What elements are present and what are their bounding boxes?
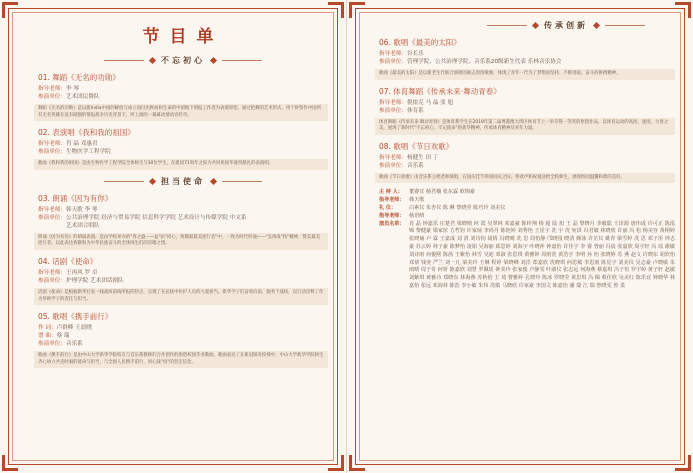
meta-key: 参演单位： bbox=[379, 59, 407, 65]
corner-ornament bbox=[349, 455, 365, 471]
meta-key: 谱 曲： bbox=[38, 333, 57, 340]
item-meta bbox=[379, 154, 675, 162]
diamond-icon bbox=[593, 22, 600, 29]
item-meta bbox=[38, 222, 328, 230]
item-title: 08. 歌唱《节日欢歌》 bbox=[379, 141, 454, 151]
meta-key: 指导老师： bbox=[379, 154, 407, 161]
meta-value: 肖 晶 邓惠君 bbox=[65, 141, 98, 148]
item-description: 朗诵《因为有你》的朗诵表演，是由学校举办的"春之盛——益"抗"同心，致敬最最美逆行者"中，一致为时代所涌——"弘扬战"疫"精神，赞美最美逆行者。以此表达致敬和为中华民族奋斗的全体师生们的崇敬之情。 bbox=[34, 233, 328, 250]
section-title: 传承创新 bbox=[544, 21, 588, 30]
program-item bbox=[38, 311, 328, 368]
meta-value: 蔡 瑞 bbox=[56, 333, 70, 340]
item-meta bbox=[38, 332, 328, 340]
diamond-icon bbox=[210, 57, 217, 64]
section-heading bbox=[38, 55, 328, 66]
item-description: 舞蹈《无名的功勋》是以新India中国的解放与成立而付出鲜血和生命的中国地下情报工作者为表演原型。通过把舞的艺术形式，用于拼祭作中国所有无名英雄在没有硝烟的情报战争历史背景下，所上演的一幕幕动情动容传奇。 bbox=[34, 104, 328, 121]
meta-key: 指导老师： bbox=[379, 99, 407, 106]
item-title: 06. 歌唱《最美的太阳》 bbox=[379, 38, 461, 47]
item-description: 歌曲《节日欢歌》由音乐系主唱老师演唱，在国庆佳节举国同庆之际，将欢声和祝福送给全校师生，展现校园温馨和谐的美好。 bbox=[375, 173, 675, 184]
item-meta bbox=[38, 140, 328, 148]
item-meta bbox=[38, 148, 328, 156]
corner-ornament bbox=[328, 455, 344, 471]
diamond-icon bbox=[149, 57, 156, 64]
right-page bbox=[347, 0, 693, 473]
item-meta bbox=[38, 93, 328, 101]
item-meta bbox=[38, 214, 328, 222]
meta-value: 音乐系 bbox=[406, 162, 424, 169]
item-meta bbox=[379, 99, 675, 107]
meta-key: 指导老师： bbox=[38, 206, 66, 213]
section-title: 担当使命 bbox=[161, 176, 205, 186]
item-description: 体育舞蹈《传承未来·舞动青春》是体育系学生在2019年第二届粤港澳大湾区体育节上一举夺得一等奖的原创作品，以体育运动的高度、速度、力度之美，展现了新时代"不忘初心、牢记使命"的新华精神，传承体育精神及青年力量。 bbox=[375, 118, 675, 135]
meta-key: 指导老师： bbox=[38, 141, 66, 148]
section-title: 不忘初心 bbox=[161, 56, 205, 65]
corner-ornament bbox=[328, 2, 344, 18]
item-meta bbox=[379, 50, 675, 58]
meta-key: 参演单位： bbox=[38, 214, 66, 221]
meta-key: 参演单位： bbox=[379, 107, 407, 114]
meta-key: 参演单位： bbox=[38, 94, 66, 100]
credit-row bbox=[379, 197, 675, 205]
meta-value: 谷长乐 bbox=[406, 51, 424, 57]
divider bbox=[104, 60, 144, 61]
credit-row bbox=[379, 213, 675, 221]
credit-role: 指导老师： bbox=[379, 212, 405, 219]
divider bbox=[605, 25, 645, 26]
meta-value: 杨健生 田 丁 bbox=[406, 154, 439, 161]
meta-value: 韩天歌 李 琴 bbox=[65, 206, 98, 213]
item-title: 03. 朗诵《因为有你》 bbox=[38, 193, 113, 203]
program-item bbox=[379, 86, 675, 135]
item-meta bbox=[38, 85, 328, 93]
corner-ornament bbox=[675, 455, 691, 471]
item-description: 歌曲《我和我的祖国》是由生物医学工程学院全体师生与30位学生，在建国71周年之际为共同祖国华诞所献礼的表演唱。 bbox=[34, 159, 328, 170]
meta-value: 生物医学工程学院 bbox=[65, 149, 111, 156]
credit-role: 主 持 人： bbox=[379, 189, 403, 196]
section-heading bbox=[379, 20, 645, 31]
program-item bbox=[38, 127, 328, 170]
meta-value: 音乐系 bbox=[65, 341, 83, 348]
diamond-icon bbox=[210, 178, 217, 185]
item-title: 07. 体育舞蹈《传承未来·舞动青春》 bbox=[379, 86, 501, 96]
credit-role: 指导老师： bbox=[379, 197, 405, 204]
meta-key: 指导老师： bbox=[38, 269, 66, 276]
credit-row bbox=[379, 205, 675, 213]
item-title: 05. 歌唱《携手前行》 bbox=[38, 312, 113, 322]
item-meta bbox=[379, 58, 675, 66]
item-meta bbox=[38, 324, 328, 332]
corner-ornament bbox=[2, 455, 18, 471]
meta-value: 艺术团合唱队 bbox=[66, 222, 100, 229]
credit-names: 白素仪 朱杏仪 陈 琳 黎晓莹 陈巧玲 刘美仪 bbox=[409, 204, 506, 211]
meta-key: 参演单位： bbox=[38, 277, 66, 284]
item-title: 04. 话剧《使命》 bbox=[38, 256, 98, 266]
meta-key: 参演单位： bbox=[379, 162, 407, 169]
meta-key: 指导老师： bbox=[38, 86, 66, 92]
divider bbox=[222, 181, 262, 182]
credit-row bbox=[379, 189, 675, 197]
program-title: 节目单 bbox=[142, 27, 224, 47]
item-description: 话剧《使命》是根据新华社发一线战疫前线所报的热点，呈现了在抗疫中医护人员的大爱担当。新华学子们奋勇向前，服务于战疫，以行动诠释了作为华师学子的责任与担当。 bbox=[34, 288, 328, 305]
credits-list bbox=[379, 189, 675, 290]
meta-key: 指导老师： bbox=[379, 51, 407, 57]
item-meta bbox=[38, 277, 328, 285]
item-meta bbox=[379, 162, 675, 170]
meta-value: 卢群峰 王晨晓 bbox=[56, 325, 92, 332]
meta-value: 倪依克 马 晶 张 旭 bbox=[406, 99, 454, 106]
meta-key: 参演单位： bbox=[38, 341, 66, 348]
item-title: 01. 舞蹈《无名的功勋》 bbox=[38, 73, 120, 82]
diamond-icon bbox=[532, 22, 539, 29]
item-meta bbox=[379, 107, 675, 115]
corner-ornament bbox=[349, 2, 365, 18]
program-item bbox=[38, 72, 328, 121]
credit-names: 韩天歌 bbox=[409, 197, 425, 204]
program-item bbox=[379, 141, 675, 184]
program-item bbox=[38, 256, 328, 305]
item-title: 02. 表演唱《我和我的祖国》 bbox=[38, 128, 135, 138]
meta-value: 王再风 罗 卓 bbox=[65, 269, 98, 276]
section-heading bbox=[38, 176, 328, 187]
program-item bbox=[379, 37, 675, 80]
divider bbox=[487, 25, 527, 26]
item-meta bbox=[38, 269, 328, 277]
corner-ornament bbox=[2, 2, 18, 18]
item-meta bbox=[38, 340, 328, 348]
meta-key: 参演单位： bbox=[38, 149, 66, 156]
meta-value: 艺术团民舞队 bbox=[65, 94, 100, 100]
divider bbox=[222, 60, 262, 61]
meta-value: 李 琴 bbox=[65, 86, 79, 92]
diamond-icon bbox=[149, 178, 156, 185]
item-meta bbox=[38, 206, 328, 214]
left-content bbox=[38, 22, 328, 459]
item-description: 歌曲《携手前行》是由中山大学新华学院校友与音乐系教师们合作创作的原创校园毕业歌曲，歌曲表达了在新冠肺炎疫情中，中山大学新华学院师生齐心协力共克时艰的使命与担当，与全国人民携手前行，同心战"疫"的坚定信念。 bbox=[34, 351, 328, 368]
meta-key: 作 词： bbox=[38, 325, 57, 332]
cast-row bbox=[379, 221, 675, 291]
credit-role: 礼 仪： bbox=[379, 204, 397, 211]
right-content bbox=[379, 20, 675, 459]
meta-value: 管理学院、公共治理学院、音乐系20级新生代表 乐林音乐协会 bbox=[406, 59, 562, 65]
divider bbox=[104, 181, 144, 182]
meta-value: 公共治理学院 经济与贸易学院 信息科学学院 艺术设计与传媒学院 中文系 bbox=[65, 214, 247, 221]
credit-names: 杨语晴 bbox=[409, 212, 425, 219]
program-item bbox=[38, 193, 328, 250]
cast-names: 肖 晶 钟嘉乐 庄楚君 梁晓晴 何 霞 吴翠林 邓嘉豪 陈梓翔 杨 超 陆 旭 王 晶 黎晓月 李毅聪 王泽源 唐伟成 许可正 陈泓锦 黎健豪 梁家炫 方哲钧 许家灿 李尚丹 陈艳婷 刘秀艳 王星宇 冼 宇 冼 宛淇 冯君敏 林晓欣 许丽 冯 松 杨美容 黄栩婷 张晓瑜 卢 霖 王嘉成 刘 清 刘诗钧 胡倩 冯晓晴 冼 思 周怡静 邝晓园 晓清 颜泳 许芷仪 姚青 梁雪婷 冼 思 邓子彤 钟志豪 苏云婷 林子豪 陈梦怡 凌娟 吴海丽 邱思婷 刘海宇 叶晓萍 钟嘉怡 许佳宇 李 睿 曾丽 冯晨 张嘉欣 周宇轩 冯 瑶 谢敏 刘诗雨 何俊熙 陈茜 王紫怡 林雪 吴迪 邓淑 张思琪 黄雅婷 周雨萱 黄浩宇 李明 孙 怡 张晓婷 苏 燕 赵文 许晓东 胡欣怡 邓倩 钱奕 严兰 刘一凡 梁美玲 王琳 程婷 梁晓峰 刘洋 郑嘉欣 冼晓琪 何思敏 李思雨 陈星宇 刘美仪 吴志豪 卢晓敏 朱雨晴 周子奇 何妍 陈嘉欣 刘慧 罗佩瑶 钟美玲 张家俊 卢静雯 叶淑仪 张志远 何海燕 蔡嘉琪 冯子恒 罗宇婷 黄子轩 赵敏 刘紫琪 黄雅诗 郑晓东 林海燕 苏秋怡 王 琦 曹雅婷 孔晓玲 陈冰 罗晓莹 黄思琪 冯 佩 蔡佳欣 吴美红 陈乐宜 钟晓华 林嘉怡 张远 邓海林 陈浩 李小敏 朱伟 冼敏 马晓欣 许家豪 李国文 陈嘉怡 潘 瑞 江 瑞 曾晓雯 曾 柔 bbox=[409, 220, 675, 289]
cast-heading: 演员名单： bbox=[379, 220, 405, 227]
meta-value: 护理学院 艺术团话剧队 bbox=[65, 277, 124, 284]
left-page bbox=[0, 0, 346, 473]
credit-names: 董睿宜 杨君楠 张东霖 欧锦豪 bbox=[409, 189, 475, 196]
corner-ornament bbox=[675, 2, 691, 18]
meta-value: 体育系 bbox=[406, 107, 424, 114]
item-description: 歌曲《最美的太阳》是以新老生代联合演唱的励志原创歌曲，体现了青年一代为了梦想而坚持、不断进取、奋斗的拼搏精神。 bbox=[375, 69, 675, 80]
